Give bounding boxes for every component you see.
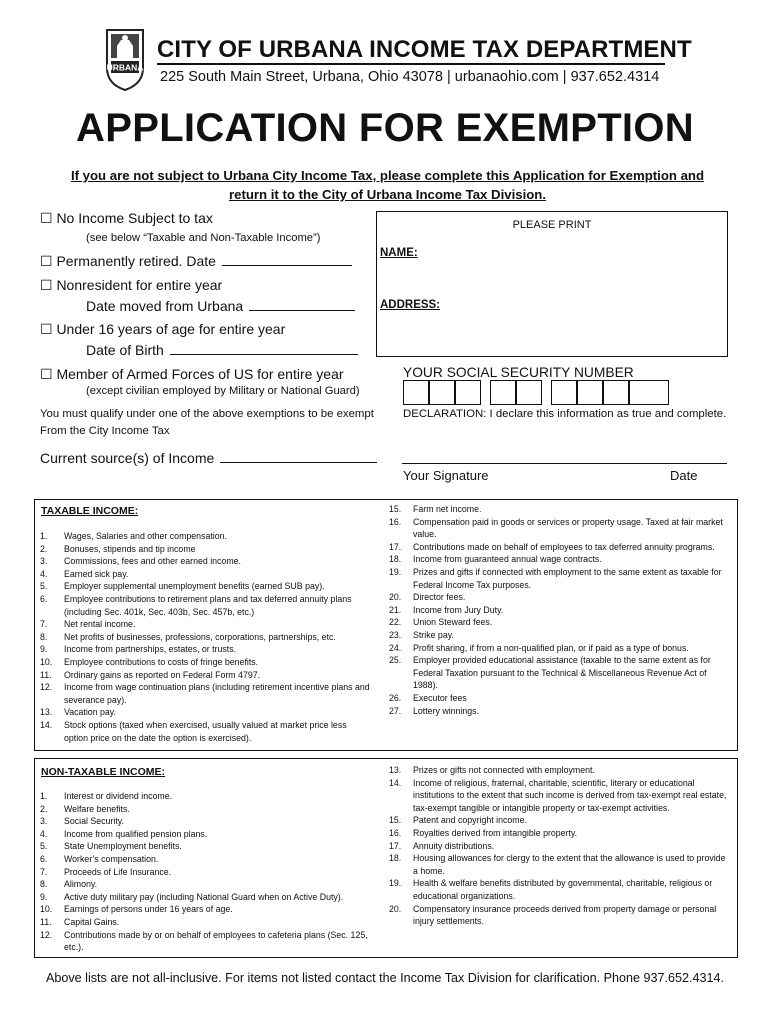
list-item-number: 20. [389,592,402,603]
list-item-number: 4. [40,568,48,579]
list-item-text: Social Security. [64,816,124,827]
list-item [40,840,370,853]
taxable-list-right [389,503,729,717]
list-item-text: Income from Jury Duty. [413,604,504,615]
list-item [40,580,370,593]
list-item [389,764,729,777]
list-item-number: 2. [40,543,48,554]
list-item-text: Wages, Salaries and other compensation. [64,531,227,541]
signature-label: Your Signature [403,468,489,483]
please-print-label: PLEASE PRINT [512,219,592,231]
list-item-number: 20. [389,903,402,914]
list-item-number: 19. [389,878,402,889]
list-item-text: Alimony. [64,879,98,890]
list-item [389,541,729,554]
list-item-number: 8. [40,631,48,642]
list-item-number: 27. [389,705,402,716]
list-item-text: Royalties derived from intangible property. [413,827,578,838]
retired-date-field[interactable] [222,254,352,266]
date-moved-row [86,298,355,314]
declaration: DECLARATION: I declare this information as true and complete. [403,408,727,420]
address-field[interactable] [440,292,720,347]
ssn-digit-box[interactable] [455,380,481,405]
list-item [389,654,729,692]
list-item [389,827,729,840]
non-taxable-list-left [40,790,370,954]
list-item-text: Executor fees [413,692,467,703]
date-label: Date [670,468,698,483]
list-item [40,815,370,828]
list-item-text: Compensation paid in goods or services or property usage. Taxed at fair market value. [413,516,723,540]
list-item [40,891,370,904]
date-moved-label: Date moved from Urbana [86,298,244,314]
list-item-number: 18. [389,853,402,864]
list-item-text: Employer supplemental unemployment benefits (earned SUB pay). [64,581,325,592]
income-source-label: Current source(s) of Income [40,450,215,466]
list-item-text: Ordinary gains as reported on Federal Form 4797. [64,669,261,680]
list-item-number: 13. [40,707,53,718]
list-item [40,568,370,581]
list-item-text: Housing allowances for clergy to the extent that the allowance is used to provide a home. [413,853,726,876]
list-item [389,877,729,902]
non-taxable-income-box [34,758,738,958]
list-item [389,553,729,566]
list-item-number: 15. [389,815,402,826]
option-under-16[interactable]: ☐ Under 16 years of age for entire year [40,321,286,337]
list-item [40,828,370,841]
list-item-number: 17. [389,840,402,851]
list-item-number: 23. [389,629,402,640]
dob-row [86,342,358,358]
taxable-list-left [40,530,370,744]
list-item-number: 1. [40,791,48,801]
income-source-field[interactable] [220,451,377,463]
list-item-number: 12. [40,929,53,940]
list-item-number: 11. [40,916,52,927]
list-item [389,503,729,516]
list-item [40,706,370,719]
list-item-text: Health & welfare benefits distributed by governmental, charitable, religious or educational organizations. [413,878,713,901]
list-item-text: Worker’s compensation. [64,853,159,864]
ssn-digit-box[interactable] [490,380,516,405]
list-item-number: 10. [40,904,53,915]
instructions: If you are not subject to Urbana City Income Tax, please complete this Application for Exemption and return it to the City of Urbana Income Tax Division. [70,168,705,202]
list-item-number: 25. [389,655,402,666]
list-item [40,878,370,891]
list-item-text: Contributions made by or on behalf of employees to cafeteria plans (Sec. 125, etc.). [64,929,368,953]
list-item-number: 13. [389,765,402,775]
list-item-text: Stock options (taxed when exercised, usually valued at market price less option price on the date the option is exercised). [64,719,347,743]
list-item-text: Welfare benefits. [64,803,130,814]
list-item-number: 15. [389,504,402,514]
form-title: APPLICATION FOR EXEMPTION [76,106,694,150]
list-item-number: 21. [389,604,402,615]
list-item-number: 11. [40,669,52,680]
list-item-number: 19. [389,566,402,577]
list-item-text: Active duty military pay (including National Guard when on Active Duty). [64,891,344,902]
list-item [40,681,370,706]
list-item-text: Employer provided educational assistance (taxable to the same extent as for Federal Taxation pursuant to the Technical & Miscellaneous Revenue Act of 1988). [413,655,711,691]
logo-text: URBANA [106,62,144,73]
footer-note: Above lists are not all-inclusive. For items not listed contact the Income Tax Division for clarification. Phone 937.652.4314. [45,971,725,985]
list-item [389,777,729,815]
list-item [40,916,370,929]
ssn-label: YOUR SOCIAL SECURITY NUMBER [403,365,634,380]
ssn-digit-box[interactable] [403,380,429,405]
list-item-number: 9. [40,644,48,655]
list-item-number: 10. [40,656,53,667]
list-item-text: Lottery winnings. [413,705,480,716]
non-taxable-heading: NON-TAXABLE INCOME: [41,766,166,778]
list-item-number: 14. [40,719,53,730]
list-item [389,629,729,642]
list-item-number: 8. [40,879,48,890]
list-item-text: Net profits of businesses, professions, corporations, partnerships, etc. [64,631,336,642]
list-item-number: 4. [40,828,48,839]
list-item [389,566,729,591]
list-item-text: Income from guaranteed annual wage contracts. [413,554,602,565]
non-taxable-list-right [389,764,729,928]
list-item [389,814,729,827]
list-item-number: 6. [40,593,48,604]
list-item-number: 17. [389,541,402,552]
list-item-text: Income of religious, fraternal, charitable, scientific, literary or educational institutions to the extent that such income is derived from tax-exempt real estate, tax-exempt tangible or intangible property or tax-exempt activities. [413,777,727,813]
list-item-number: 3. [40,556,48,567]
option-no-income-note: (see below “Taxable and Non-Taxable Income”) [86,232,321,244]
ssn-digit-box[interactable] [551,380,577,405]
address-field-label: ADDRESS: [380,299,441,311]
list-item-text: Strike pay. [413,629,454,640]
qualify-note: You must qualify under one of the above exemptions to be exempt From the City Income Tax [40,408,374,437]
list-item-number: 7. [40,619,48,630]
list-item-text: Commissions, fees and other earned income. [64,556,242,567]
list-item [389,516,729,541]
list-item [40,790,370,803]
list-item-number: 26. [389,692,402,703]
list-item-number: 2. [40,803,48,814]
list-item [389,840,729,853]
ssn-digit-box[interactable] [429,380,455,405]
list-item-number: 9. [40,891,48,902]
list-item [40,669,370,682]
list-item [40,593,370,618]
list-item-number: 16. [389,827,402,838]
option-retired-label: ☐ Permanently retired. Date [40,253,216,269]
list-item-text: Employee contributions to retirement plans and tax deferred annuity plans (including Sec. 401k, Sec. 403b, Sec. 457b, etc.) [64,593,352,617]
name-field[interactable] [440,240,720,266]
list-item [389,616,729,629]
date-moved-field[interactable] [249,299,355,311]
list-item-text: Director fees. [413,592,466,603]
city-seal-logo [101,28,149,92]
option-military[interactable]: ☐ Member of Armed Forces of US for entire year [40,366,344,382]
list-item-number: 5. [40,581,48,592]
list-item-number: 6. [40,853,48,864]
list-item-text: Union Steward fees. [413,617,493,628]
list-item-text: Contributions made on behalf of employees to tax deferred annuity programs. [413,541,715,552]
list-item [40,618,370,631]
list-item [389,642,729,655]
list-item [40,719,370,744]
option-retired[interactable] [40,253,352,270]
list-item-text: Capital Gains. [64,916,120,927]
list-item-text: State Unemployment benefits. [64,841,182,852]
org-contact-line: 225 South Main Street, Urbana, Ohio 43078 | urbanaohio.com | 937.652.4314 [160,69,660,85]
list-item-text: Income from qualified pension plans. [64,828,208,839]
list-item-text: Prizes or gifts not connected with employment. [413,765,595,775]
list-item [40,929,370,954]
list-item-text: Employee contributions to costs of fringe benefits. [64,656,259,667]
list-item-text: Farm net income. [413,504,482,514]
list-item [389,604,729,617]
ssn-digit-box[interactable] [603,380,629,405]
dob-label: Date of Birth [86,342,164,358]
list-item [40,631,370,644]
list-item-number: 22. [389,617,402,628]
list-item-number: 24. [389,642,402,653]
list-item-number: 18. [389,554,402,565]
ssn-digit-box[interactable] [577,380,603,405]
list-item-text: Income from wage continuation plans (including retirement incentive plans and severance pay). [64,682,370,705]
taxable-heading: TAXABLE INCOME: [41,505,139,517]
list-item-text: Vacation pay. [64,707,116,718]
list-item-text: Earned sick pay. [64,568,129,579]
list-item-text: Earnings of persons under 16 years of age. [64,904,233,915]
list-item [40,656,370,669]
list-item-number: 1. [40,531,48,541]
list-item [389,903,729,928]
ssn-digit-box[interactable] [516,380,542,405]
header-rule [157,63,665,65]
list-item [40,803,370,816]
list-item-text: Proceeds of Life Insurance. [64,866,172,877]
list-item-text: Compensatory insurance proceeds derived from property damage or personal injury settlements. [413,903,717,927]
list-item [40,866,370,879]
list-item [389,692,729,705]
option-nonresident[interactable]: ☐ Nonresident for entire year [40,277,223,293]
list-item [40,543,370,556]
list-item-text: Profit sharing, if from a non-qualified plan, or if paid as a type of bonus. [413,642,689,653]
list-item-text: Bonuses, stipends and tip income [64,543,196,554]
list-item-text: Patent and copyright income. [413,815,527,826]
list-item-text: Prizes and gifts if connected with employment to the same extent as taxable for Federal Income Tax purposes. [413,566,722,590]
dob-field[interactable] [170,343,358,355]
list-item-number: 3. [40,816,48,827]
list-item-text: Net rental income. [64,619,136,630]
signature-line[interactable] [402,463,727,464]
list-item [389,705,729,718]
income-source-row [40,450,377,466]
list-item-number: 16. [389,516,402,527]
list-item [40,853,370,866]
ssn-digit-box[interactable] [629,380,669,405]
taxable-income-box [34,499,738,751]
list-item [40,643,370,656]
list-item-number: 7. [40,866,48,877]
org-name: CITY OF URBANA INCOME TAX DEPARTMENT [157,36,692,63]
list-item [389,591,729,604]
name-field-label: NAME: [380,247,418,259]
list-item [40,903,370,916]
list-item-text: Income from partnerships, estates, or trusts. [64,644,237,655]
list-item [40,555,370,568]
list-item [389,852,729,877]
option-military-note: (except civilian employed by Military or National Guard) [86,385,360,397]
list-item [40,530,370,543]
list-item-text: Annuity distributions. [413,840,495,851]
list-item-text: Interest or dividend income. [64,791,173,801]
list-item-number: 12. [40,682,53,693]
list-item-number: 14. [389,777,402,788]
option-no-income[interactable]: ☐ No Income Subject to tax [40,210,213,226]
list-item-number: 5. [40,841,48,852]
